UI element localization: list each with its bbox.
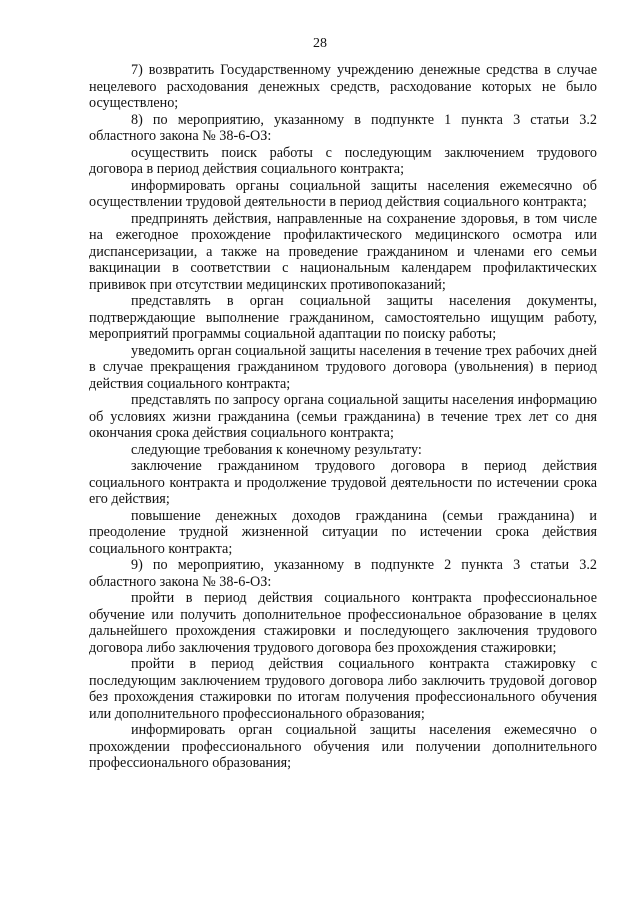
document-body xyxy=(89,62,597,772)
paragraph-health: предпринять действия, направленные на сохранение здоровья, в том числе на ежегодное прохождение профилактического медицинского осмотра или диспансеризации, а также на проведение гражданином и членами его семьи вакцинации в соответствии с национальным календарем профилактических прививок при отсутствии медицинских противопоказаний; xyxy=(89,210,597,293)
paragraph-result-requirements: следующие требования к конечному результату: xyxy=(131,441,422,458)
paragraph-submit-documents: представлять в орган социальной защиты населения документы, подтверждающие выполнение гражданином, самостоятельно ищущим работу, мероприятий программы социальной адаптации по поиску работы; xyxy=(89,293,597,342)
paragraph-employment-contract: заключение гражданином трудового договора в период действия социального контракта и продолжение трудовой деятельности по истечении срока его действия; xyxy=(89,458,597,507)
paragraph-internship: пройти в период действия социального контракта стажировку с последующим заключением трудового договора либо заключить трудовой договор без прохождения стажировки по итогам получения профессионального обучения или дополнительного профессионального образования; xyxy=(89,656,597,722)
paragraph-provide-info: представлять по запросу органа социальной защиты населения информацию об условиях жизни гражданина (семьи гражданина) в течение трех лет со дня окончания срока действия социального контракта; xyxy=(89,392,597,441)
paragraph-inform-monthly: информировать органы социальной защиты населения ежемесячно об осуществлении трудовой деятельности в период действия социального контракта; xyxy=(89,177,597,210)
paragraph-notify-termination: уведомить орган социальной защиты населения в течение трех рабочих дней в случае прекращения гражданином трудового договора (увольнения) в период действия социального контракта; xyxy=(89,342,597,392)
paragraph-return-funds: 7) возвратить Государственному учреждению денежные средства в случае нецелевого расходования денежных средств, расходование которых не было осуществлено; xyxy=(89,62,597,111)
paragraph-income-increase: повышение денежных доходов гражданина (семьи гражданина) и преодоление трудной жизненной ситуации по истечении срока действия социального контракта; xyxy=(89,507,597,557)
paragraph-training: пройти в период действия социального контракта профессиональное обучение или получить дополнительное профессиональное образование в целях дальнейшего прохождения стажировки и последующего заключения трудового договора либо заключения трудового договора без прохождения стажировки; xyxy=(89,590,597,656)
page-number: 28 xyxy=(313,36,327,51)
paragraph-job-search: осуществить поиск работы с последующим заключением трудового договора в период действия социального контракта; xyxy=(89,144,597,177)
paragraph-item-9: 9) по мероприятию, указанному в подпункте 2 пункта 3 статьи 3.2 областного закона № 38-6-ОЗ: xyxy=(89,557,597,590)
paragraph-inform-training: информировать орган социальной защиты населения ежемесячно о прохождении профессионального обучения или получении дополнительного профессионального образования; xyxy=(89,722,597,771)
paragraph-item-8: 8) по мероприятию, указанному в подпункте 1 пункта 3 статьи 3.2 областного закона № 38-6-ОЗ: xyxy=(89,111,597,144)
